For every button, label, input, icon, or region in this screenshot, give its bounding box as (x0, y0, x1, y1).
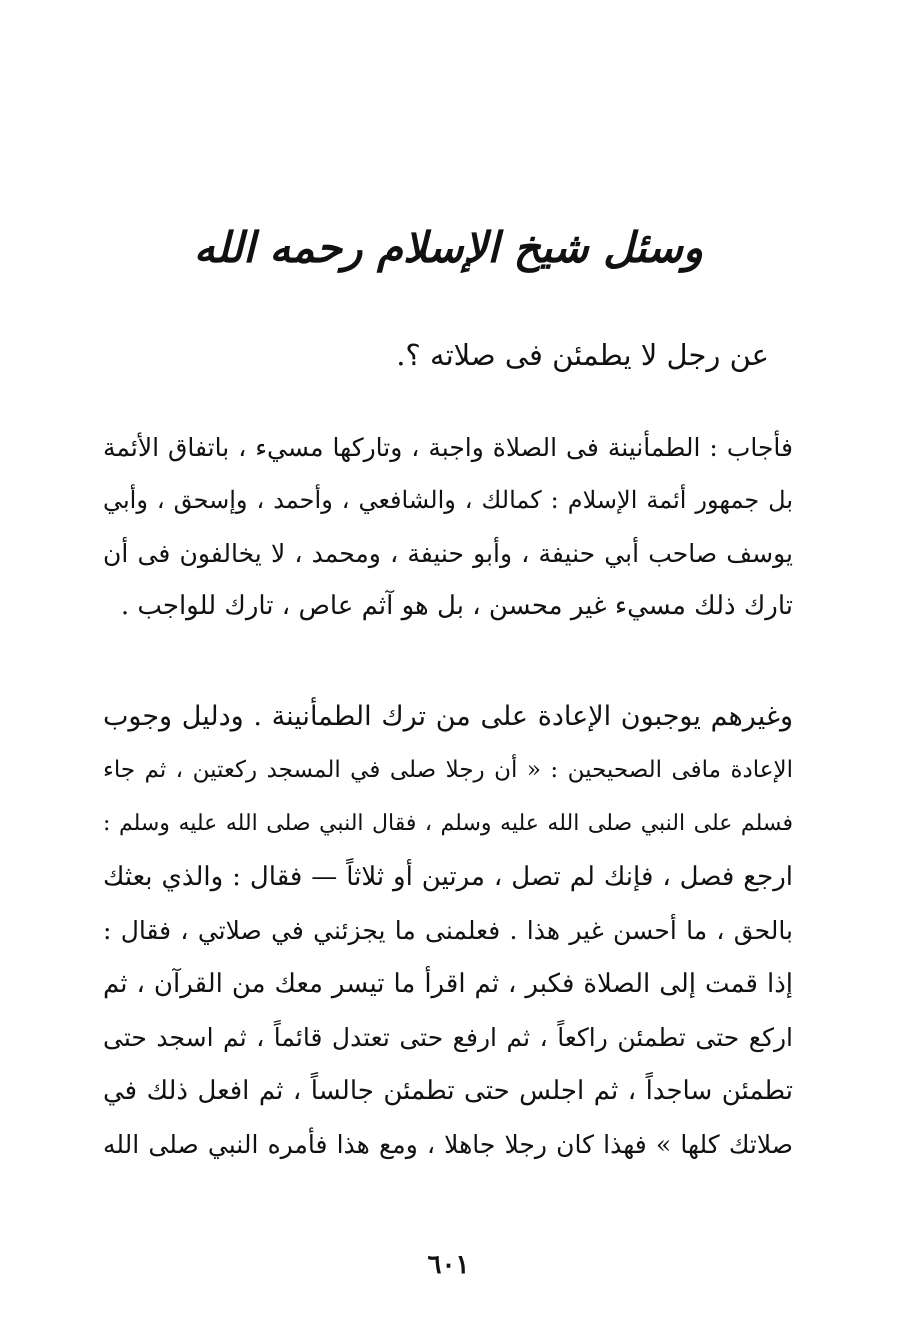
text-line: بل جمهور أئمة الإسلام : كمالك ، والشافعي ، وأحمد ، وإسحق ، وأبي (103, 486, 793, 514)
text-line: فسلم على النبي صلى الله عليه وسلم ، فقال النبي صلى الله عليه وسلم : (103, 811, 793, 836)
text-line: وغيرهم يوجبون الإعادة على من ترك الطمأنينة . ودليل وجوب (103, 701, 793, 732)
page-number: ٦٠١ (427, 1250, 470, 1280)
text-line: صلاتك كلها » فهذا كان رجلا جاهلا ، ومع هذا فأمره النبي صلى الله (103, 1130, 793, 1159)
text-line: تارك ذلك مسيء غير محسن ، بل هو آثم عاص ، تارك للواجب . (120, 591, 793, 621)
text-line: اركع حتى تطمئن راكعاً ، ثم ارفع حتى تعتدل قائماً ، ثم اسجد حتى (103, 1023, 793, 1052)
text-line: بالحق ، ما أحسن غير هذا . فعلمنى ما يجزئني في صلاتي ، فقال : (103, 916, 793, 945)
section-title: وسئل شيخ الإسلام رحمه الله (193, 223, 704, 272)
answer-paragraph (103, 421, 793, 633)
text-line: تطمئن ساجداً ، ثم اجلس حتى تطمئن جالساً ، ثم افعل ذلك في (103, 1075, 793, 1106)
question-line: عن رجل لا يطمئن فى صلاته ؟. (396, 338, 769, 372)
evidence-paragraph (103, 690, 793, 1172)
text-line: ارجع فصل ، فإنك لم تصل ، مرتين أو ثلاثاً — فقال : والذي بعثك (103, 861, 793, 892)
text-line: الإعادة مافى الصحيحين : « أن رجلا صلى في المسجد ركعتين ، ثم جاء (103, 756, 793, 783)
text-line: فأجاب : الطمأنينة فى الصلاة واجبة ، وتاركها مسيء ، باتفاق الأئمة (103, 433, 793, 462)
text-line: يوسف صاحب أبي حنيفة ، وأبو حنيفة ، ومحمد ، لا يخالفون فى أن (103, 539, 793, 568)
text-line: إذا قمت إلى الصلاة فكبر ، ثم اقرأ ما تيسر معك من القرآن ، ثم (103, 968, 793, 999)
